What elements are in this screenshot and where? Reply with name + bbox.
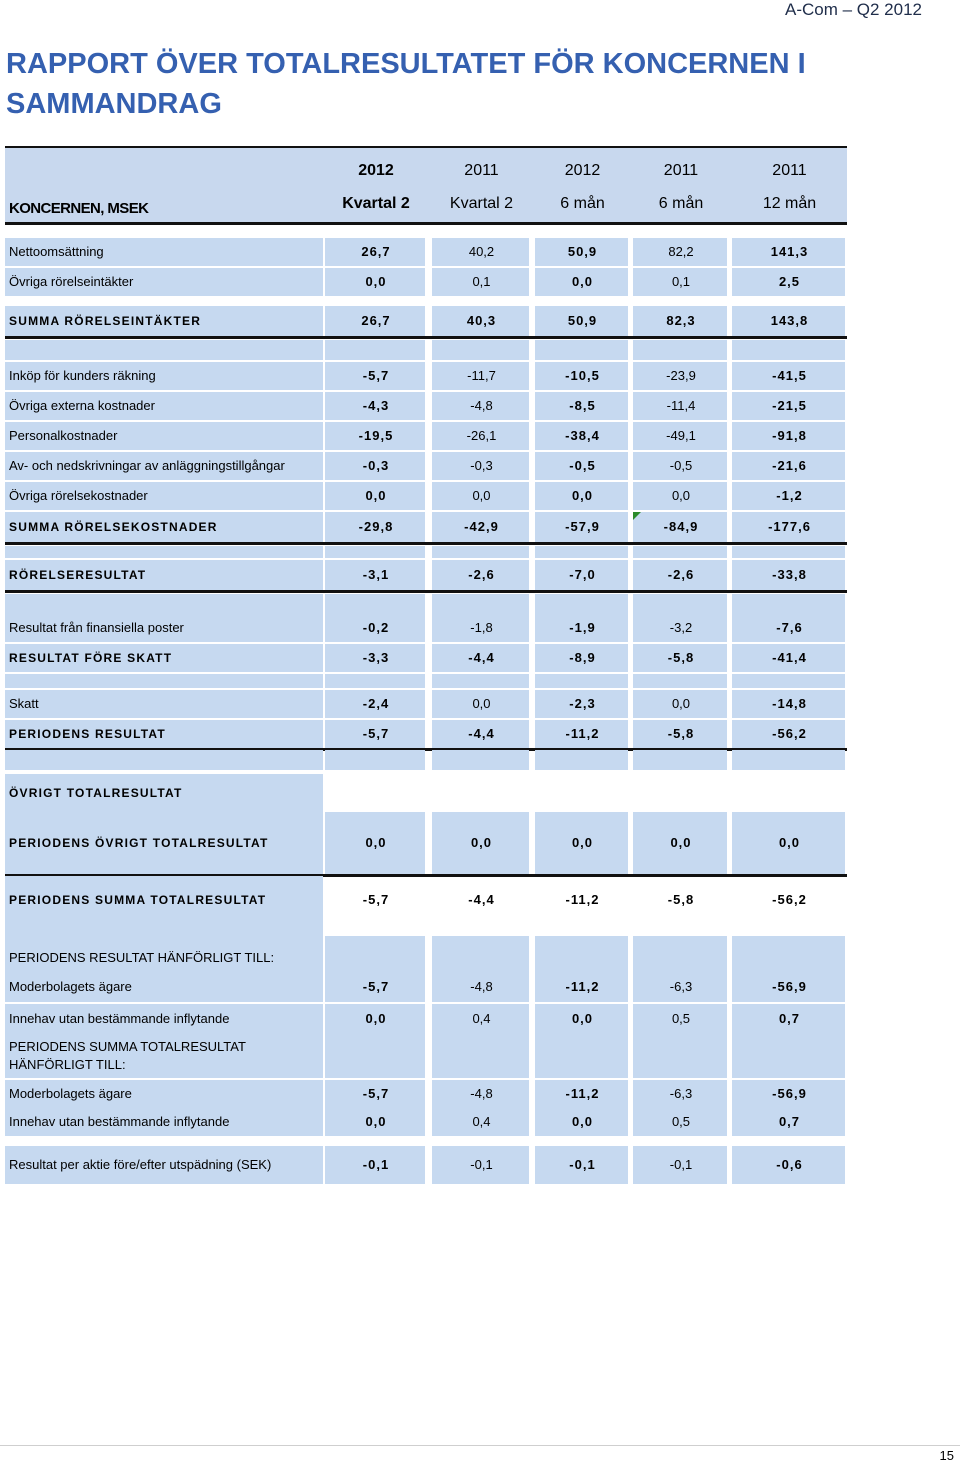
column-year: 2012	[564, 162, 601, 179]
value-cell	[732, 1034, 845, 1078]
table-row	[5, 1004, 847, 1034]
value-cell	[325, 340, 425, 360]
row-value: -0,1	[669, 1157, 693, 1172]
row-value: 0,4	[472, 1114, 491, 1129]
row-value: -42,9	[464, 519, 499, 534]
row-value: -5,7	[362, 726, 390, 741]
value-cell	[325, 546, 425, 558]
page-title: RAPPORT ÖVER TOTALRESULTATET FÖR KONCERNEN I SAMMANDRAG	[6, 48, 806, 120]
page-number: 15	[939, 1448, 954, 1463]
table-row	[5, 362, 847, 390]
row-label: Personalkostnader	[9, 428, 118, 443]
value-cell	[535, 750, 628, 770]
row-value: 0,0	[472, 696, 491, 711]
table-row	[5, 422, 847, 450]
table-row	[5, 774, 847, 812]
row-value: -11,7	[467, 368, 496, 383]
row-value: 143,8	[770, 313, 809, 328]
value-cell	[432, 340, 529, 360]
row-value: 0,5	[671, 1114, 691, 1129]
row-label: Resultat från finansiella poster	[9, 620, 184, 635]
row-value: 141,3	[770, 244, 809, 259]
row-value: -14,8	[772, 696, 807, 711]
value-cell	[732, 546, 845, 558]
table-row	[5, 392, 847, 420]
row-value: -5,8	[667, 726, 695, 741]
table-row	[5, 238, 847, 266]
row-label: PERIODENS SUMMA TOTALRESULTAT	[9, 1039, 246, 1054]
row-value: -177,6	[768, 519, 811, 534]
row-value: -4,8	[470, 979, 493, 994]
row-value: -0,1	[362, 1157, 390, 1172]
column-period: 6 mån	[658, 195, 704, 212]
row-value: 26,7	[361, 244, 391, 259]
row-value: -3,2	[669, 620, 693, 635]
row-value: 0,0	[571, 1011, 594, 1026]
row-value: -38,4	[565, 428, 600, 443]
value-cell	[732, 340, 845, 360]
row-value: 0,4	[472, 1011, 491, 1026]
row-value: 50,9	[567, 313, 598, 328]
spacer-row	[5, 340, 847, 360]
table-row	[5, 482, 847, 510]
table-row	[5, 690, 847, 718]
row-value: -11,2	[565, 1086, 600, 1101]
row-value: 0,0	[571, 488, 594, 503]
value-cell	[535, 546, 628, 558]
value-cell	[325, 674, 425, 688]
value-cell	[432, 1034, 529, 1078]
label-cell	[5, 340, 323, 360]
row-label: SUMMA RÖRELSEKOSTNADER	[9, 520, 218, 534]
column-period: Kvartal 2	[449, 195, 514, 212]
row-value: 0,0	[671, 488, 691, 503]
row-value: -7,6	[776, 620, 803, 635]
row-value: -57,9	[565, 519, 600, 534]
row-label: ÖVRIGT TOTALRESULTAT	[9, 786, 183, 800]
label-cell	[5, 924, 323, 936]
value-cell	[732, 594, 845, 614]
row-label: Nettoomsättning	[9, 244, 104, 259]
row-value: -1,9	[569, 620, 596, 635]
row-label: PERIODENS SUMMA TOTALRESULTAT	[9, 893, 267, 907]
row-label: Innehav utan bestämmande inflytande	[9, 1011, 230, 1026]
row-value: -10,5	[565, 368, 600, 383]
spacer-row	[5, 674, 847, 688]
row-value: -91,8	[772, 428, 807, 443]
footer-divider	[0, 1445, 960, 1446]
row-value: -8,5	[569, 398, 596, 413]
column-period: 6 mån	[560, 195, 605, 212]
value-cell	[732, 750, 845, 770]
row-value: -2,4	[362, 696, 390, 711]
row-value: -84,9	[663, 519, 699, 534]
value-cell	[325, 750, 425, 770]
row-value: 0,0	[365, 488, 387, 503]
row-value: 0,0	[670, 835, 692, 850]
row-value: 0,0	[472, 488, 491, 503]
row-value: -29,8	[358, 519, 394, 534]
row-value: -21,6	[772, 458, 807, 473]
table-row	[5, 1146, 847, 1184]
label-cell	[5, 674, 323, 688]
row-value: -5,7	[362, 368, 390, 383]
row-value: -0,2	[362, 620, 390, 635]
value-cell	[432, 546, 529, 558]
table-row	[5, 720, 847, 751]
row-label: Innehav utan bestämmande inflytande	[9, 1114, 230, 1129]
column-period: 12 mån	[762, 195, 817, 212]
row-label: PERIODENS RESULTAT	[9, 727, 166, 741]
column-year: 2012	[358, 162, 394, 179]
row-value: -4,3	[362, 398, 390, 413]
row-value: -5,7	[362, 892, 390, 907]
row-label: PERIODENS ÖVRIGT TOTALRESULTAT	[9, 836, 269, 850]
row-label: Övriga rörelseintäkter	[9, 274, 134, 289]
row-value: 50,9	[567, 244, 598, 259]
row-value: -5,7	[362, 1086, 390, 1101]
document-header: A-Com – Q2 2012	[784, 0, 922, 19]
row-value: -1,8	[470, 620, 493, 635]
column-period: Kvartal 2	[342, 195, 410, 212]
row-value: -3,3	[362, 650, 390, 665]
row-value: 0,7	[778, 1114, 801, 1129]
table-row	[5, 560, 847, 593]
table-row	[5, 876, 847, 924]
row-value: -21,5	[772, 398, 807, 413]
spacer-row	[5, 750, 847, 770]
row-value: -2,3	[569, 696, 596, 711]
row-value: -19,5	[358, 428, 394, 443]
column-year: 2011	[663, 162, 699, 179]
table-row	[5, 1108, 847, 1136]
row-value: -7,0	[569, 567, 596, 582]
table-row	[5, 1080, 847, 1108]
row-value: 0,1	[671, 274, 691, 289]
row-value: -1,2	[776, 488, 803, 503]
row-value: 82,3	[666, 313, 696, 328]
row-value: -11,2	[565, 892, 600, 907]
value-cell	[325, 594, 425, 614]
column-year: 2011	[464, 162, 499, 179]
row-value: -5,8	[667, 650, 695, 665]
row-value: -5,8	[667, 892, 695, 907]
value-cell	[633, 546, 727, 558]
column-year: 2011	[772, 162, 807, 179]
value-cell	[535, 594, 628, 614]
row-value: -0,6	[776, 1157, 803, 1172]
row-value: -56,9	[772, 979, 807, 994]
row-value: -0,3	[470, 458, 493, 473]
row-value: -4,4	[468, 892, 495, 907]
label-cell	[5, 546, 323, 558]
row-label: RÖRELSERESULTAT	[9, 568, 147, 582]
row-value: 0,0	[365, 1114, 387, 1129]
row-value: 0,0	[365, 1011, 387, 1026]
value-cell	[633, 594, 727, 614]
row-value: -4,4	[468, 650, 495, 665]
table-row	[5, 644, 847, 672]
row-value: -0,1	[470, 1157, 493, 1172]
row-value: -41,4	[772, 650, 807, 665]
row-value: -3,1	[362, 567, 390, 582]
row-label: Skatt	[9, 696, 39, 711]
table-row	[5, 812, 847, 877]
row-value: 0,1	[472, 274, 491, 289]
row-value: 26,7	[361, 313, 391, 328]
value-cell	[633, 674, 727, 688]
table-row	[5, 306, 847, 339]
row-value: -6,3	[669, 1086, 693, 1101]
row-value: -2,6	[468, 567, 495, 582]
value-cell	[325, 1034, 425, 1078]
row-value: -23,9	[666, 368, 696, 383]
value-cell	[535, 1034, 628, 1078]
row-value: -8,9	[569, 650, 596, 665]
row-label: PERIODENS RESULTAT HÄNFÖRLIGT TILL:	[9, 950, 275, 965]
value-cell	[535, 674, 628, 688]
table-header	[5, 146, 847, 225]
row-value: 0,0	[571, 1114, 594, 1129]
row-value: -2,6	[667, 567, 695, 582]
row-value: -56,9	[772, 1086, 807, 1101]
spacer-row	[5, 924, 847, 936]
label-cell	[5, 750, 323, 770]
table-row	[5, 452, 847, 480]
row-value: -11,2	[565, 979, 600, 994]
row-value: -11,2	[565, 726, 600, 741]
row-label: Inköp för kunders räkning	[9, 368, 156, 383]
comment-indicator-icon	[633, 512, 641, 520]
row-value: -49,1	[666, 428, 696, 443]
row-label-continued: HÄNFÖRLIGT TILL:	[9, 1057, 126, 1072]
spacer-row	[5, 546, 847, 558]
table-row	[5, 1034, 847, 1078]
row-value: -41,5	[772, 368, 807, 383]
value-cell	[535, 340, 628, 360]
table-row	[5, 512, 847, 545]
row-label: Övriga rörelsekostnader	[9, 488, 148, 503]
row-value: -0,3	[362, 458, 390, 473]
row-value: -11,4	[666, 398, 696, 413]
label-cell	[5, 594, 323, 614]
value-cell	[633, 750, 727, 770]
row-label: SUMMA RÖRELSEINTÄKTER	[9, 314, 202, 328]
row-value: -56,2	[772, 726, 807, 741]
row-value: -0,5	[569, 458, 596, 473]
corner-label: KONCERNEN, MSEK	[9, 200, 149, 217]
value-cell	[732, 674, 845, 688]
value-cell	[432, 674, 529, 688]
row-value: -6,3	[669, 979, 693, 994]
row-value: 0,0	[365, 835, 387, 850]
value-cell	[633, 340, 727, 360]
value-cell	[432, 750, 529, 770]
row-value: 0,0	[571, 274, 594, 289]
row-value: 0,0	[571, 835, 594, 850]
row-label: Moderbolagets ägare	[9, 1086, 132, 1101]
row-value: 82,2	[668, 244, 694, 259]
row-value: -26,1	[466, 428, 497, 443]
row-value: -5,7	[362, 979, 390, 994]
row-value: -0,5	[669, 458, 693, 473]
row-value: 0,0	[671, 696, 691, 711]
row-value: 0,0	[778, 835, 801, 850]
row-value: 0,0	[470, 835, 493, 850]
label-cell	[5, 690, 323, 718]
row-label: Av- och nedskrivningar av anläggningstillgångar	[9, 458, 285, 473]
row-value: -4,8	[470, 398, 493, 413]
row-value: 0,5	[671, 1011, 691, 1026]
value-cell	[432, 594, 529, 614]
row-value: -4,4	[468, 726, 495, 741]
row-label: Övriga externa kostnader	[9, 398, 155, 413]
row-label: RESULTAT FÖRE SKATT	[9, 651, 173, 665]
row-label: Resultat per aktie före/efter utspädning (SEK)	[9, 1157, 272, 1172]
table-row	[5, 614, 847, 642]
table-row	[5, 972, 847, 1002]
table-row	[5, 268, 847, 296]
row-value: -33,8	[772, 567, 807, 582]
row-value: 40,2	[468, 244, 495, 259]
row-label: Moderbolagets ägare	[9, 979, 132, 994]
row-value: 0,7	[778, 1011, 801, 1026]
row-value: 2,5	[778, 274, 801, 289]
row-value: -0,1	[569, 1157, 596, 1172]
row-value: 0,0	[365, 274, 387, 289]
value-cell	[633, 1034, 727, 1078]
row-value: -4,8	[470, 1086, 493, 1101]
row-value: -56,2	[772, 892, 807, 907]
spacer-row	[5, 594, 847, 614]
row-value: 40,3	[466, 313, 497, 328]
